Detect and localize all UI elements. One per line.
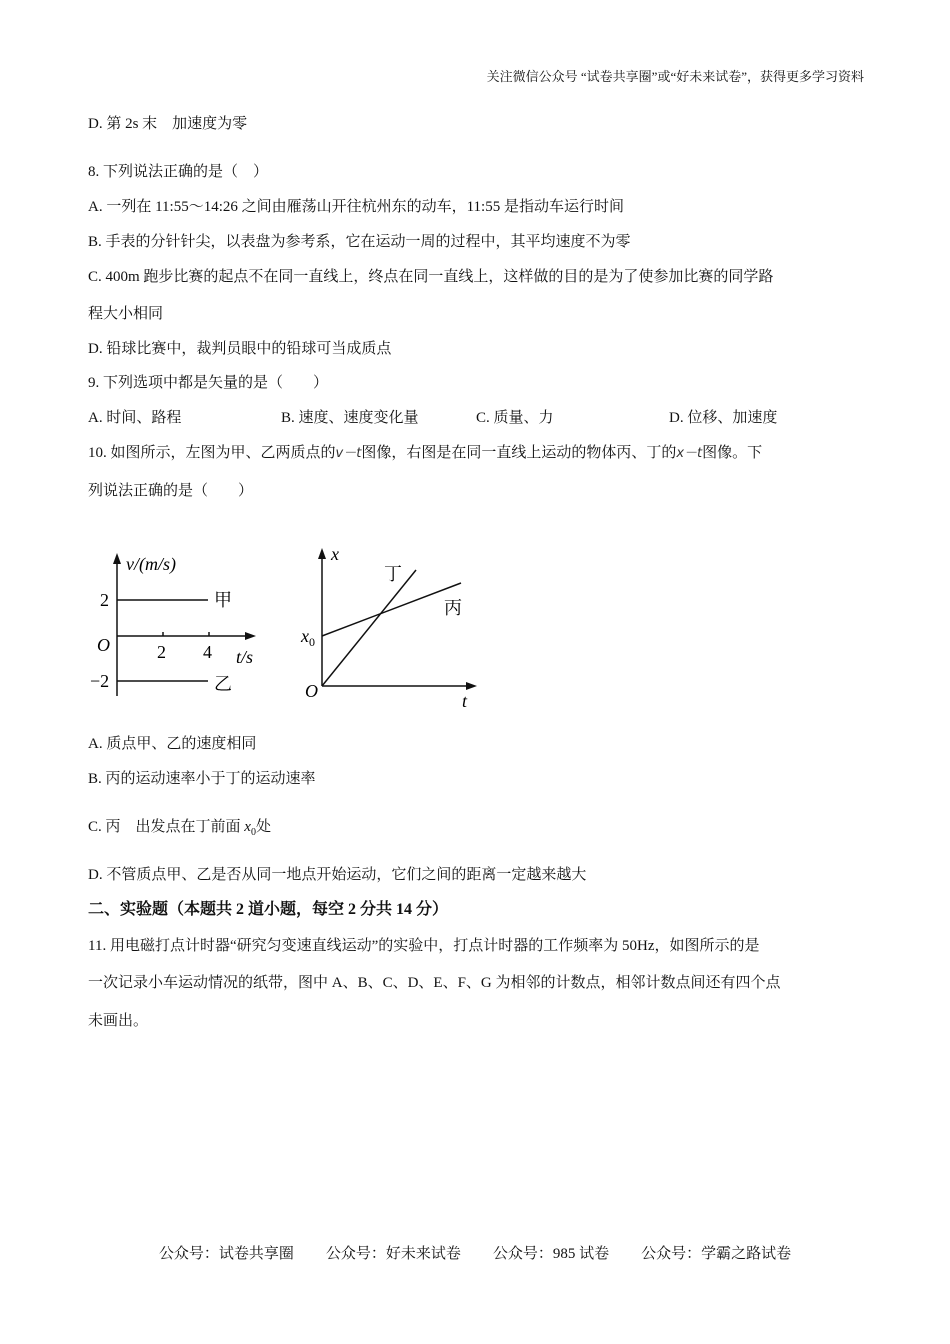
- tick-label-4x: 4: [203, 642, 212, 662]
- q8-option-d: D. 铅球比赛中，裁判员眼中的铅球可当成质点: [88, 341, 392, 357]
- footer-item-3: 公众号：985 试卷: [492, 1246, 610, 1262]
- line-bing: [322, 583, 461, 636]
- footer-item-4: 公众号：学霸之路试卷: [641, 1246, 792, 1262]
- vt-x-axis-arrow: [245, 632, 256, 640]
- xt-x-axis-label: x: [331, 544, 339, 564]
- xt-symbol: x－t: [676, 446, 703, 461]
- q8-option-a: A. 一列在 11:55～14:26 之间由雁荡山开往杭州东的动车，11:55 是指动车运行时间: [88, 199, 624, 215]
- vt-t-label: t/s: [236, 647, 254, 667]
- q10-stem-line1: 10. 如图所示，左图为甲、乙两质点的v－t图像，右图是在同一直线上运动的物体丙、丁的x－t图像。下: [88, 445, 763, 461]
- vt-y-axis-arrow: [113, 553, 121, 564]
- q11-line1: 11. 用电磁打点计时器“研究匀变速直线运动”的实验中，打点计时器的工作频率为 50Hz，如图所示的是: [88, 938, 760, 954]
- q8-option-b: B. 手表的分针针尖，以表盘为参考系，它在运动一周的过程中，其平均速度不为零: [88, 234, 631, 250]
- q10-option-c: C. 丙 出发点在丁前面 $x_0$处: [88, 819, 271, 838]
- xt-y-axis-arrow: [318, 548, 326, 559]
- xt-graph-figure: [298, 540, 488, 712]
- q9-option-b: B. 速度、速度变化量: [281, 410, 419, 426]
- footer-item-1: 公众号：试卷共享圈: [158, 1246, 294, 1262]
- label-ding: 丁: [384, 564, 402, 584]
- q11-line2: 一次记录小车运动情况的纸带，图中 A、B、C、D、E、F、G 为相邻的计数点，相邻计数点间还有四个点: [88, 975, 781, 991]
- xt-origin: O: [305, 681, 318, 701]
- q10-option-d: D. 不管质点甲、乙是否从同一地点开始运动，它们之间的距离一定越来越大: [88, 867, 587, 883]
- q9-option-d: D. 位移、加速度: [669, 410, 778, 426]
- q8-option-c-line2: 程大小相同: [88, 306, 164, 322]
- q10-stem-line2: 列说法正确的是（ ）: [88, 483, 254, 499]
- footer-item-2: 公众号：好未来试卷: [325, 1246, 461, 1262]
- section-2-title: 二、实验题（本题共 2 道小题，每空 2 分共 14 分）: [88, 901, 449, 918]
- q11-line3: 未画出。: [88, 1013, 149, 1029]
- tick-label-2x: 2: [157, 642, 166, 662]
- label-bing: 丙: [444, 598, 462, 618]
- q9-option-c: C. 质量、力: [476, 410, 554, 426]
- vt-origin: O: [97, 635, 110, 655]
- q7-option-d: D. 第 2s 末 加速度为零: [88, 116, 248, 132]
- q8-stem: 8. 下列说法正确的是（ ）: [88, 164, 269, 180]
- tick-label-2y: 2: [100, 590, 109, 610]
- xt-t-label: t: [462, 691, 468, 711]
- q9-stem: 9. 下列选项中都是矢量的是（ ）: [88, 375, 329, 391]
- x0-label: $x_0$: [301, 626, 315, 649]
- vt-symbol: v－t: [335, 446, 362, 461]
- q9-option-a: A. 时间、路程: [88, 410, 182, 426]
- xt-x-axis-arrow: [466, 682, 477, 690]
- label-yi: 乙: [214, 674, 232, 694]
- label-jia: 甲: [214, 590, 232, 610]
- page-footer: [0, 1244, 950, 1264]
- q8-option-c-line1: C. 400m 跑步比赛的起点不在同一直线上，终点在同一直线上，这样做的目的是为了使参加比赛的同学路: [88, 269, 774, 285]
- page-header-note: 关注微信公众号 “试卷共享圈”或“好未来试卷”，获得更多学习资料: [486, 69, 864, 84]
- vt-axis-label: v/(m/s): [126, 554, 176, 574]
- q10-option-a: A. 质点甲、乙的速度相同: [88, 736, 257, 752]
- vt-graph-figure: [88, 548, 278, 700]
- line-ding: [322, 570, 416, 686]
- q10-option-b: B. 丙的运动速率小于丁的运动速率: [88, 771, 316, 787]
- tick-label-m2y: −2: [90, 671, 110, 691]
